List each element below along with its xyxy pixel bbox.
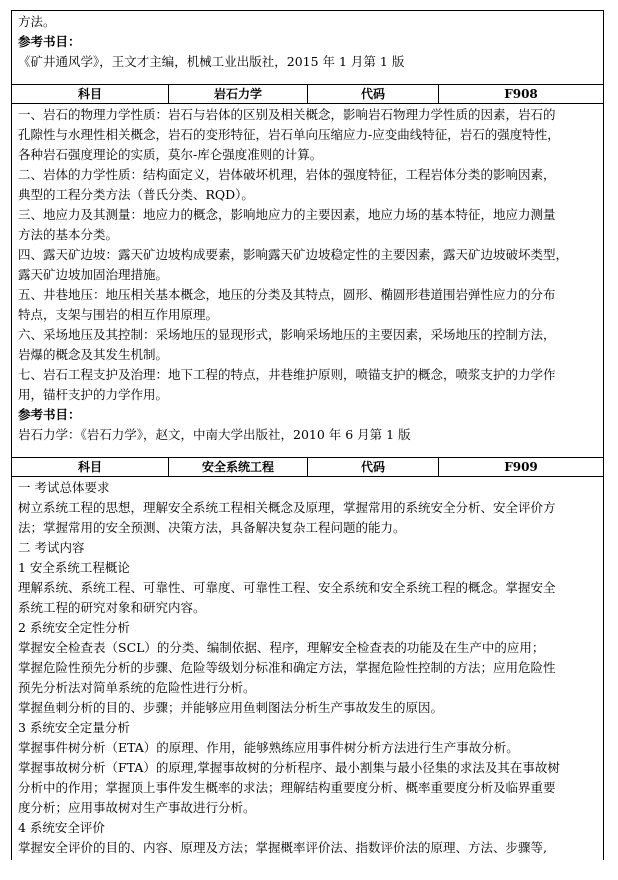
text-line: 4 系统安全评价 [18, 820, 105, 835]
text-line: 二 考试内容 [18, 540, 85, 555]
text-line: 度分析；应用事故树对生产事故进行分析。 [18, 800, 256, 815]
text-line: 各种岩石强度理论的实质，莫尔-库仑强度准则的计算。 [18, 147, 323, 162]
text-line: 1 安全系统工程概论 [18, 560, 130, 575]
text-line: 岩爆的概念及其发生机制。 [18, 347, 169, 362]
text-line: 掌握安全评价的目的、内容、原理及方法；掌握概率评价法、指数评价法的原理、方法、步骤等, [18, 840, 547, 855]
text-line: 3 系统安全定量分析 [18, 720, 130, 735]
text-line: 分析中的作用；掌握顶上事件发生概率的求法；理解结构重要度分析、概率重要度分析及临界重要 [18, 780, 556, 795]
text-line: 方法。 [18, 14, 56, 29]
text-line: 2 系统安全定性分析 [18, 620, 130, 635]
subject-label: 科目 [12, 458, 169, 476]
text-line: 七、岩石工程支护及治理：地下工程的特点，井巷维护原则，喷锚支护的概念，喷浆支护的力学作 [18, 367, 556, 382]
subject-name: 安全系统工程 [169, 458, 308, 476]
text-line: 三、地应力及其测量：地应力的概念，影响地应力的主要因素，地应力场的基本特征，地应力测量 [18, 207, 556, 222]
document-page [11, 10, 604, 860]
text-line: 露天矿边坡加固治理措施。 [18, 267, 169, 282]
text-line: 特点，支架与围岩的相互作用原理。 [18, 307, 219, 322]
text-line: 理解系统、系统工程、可靠性、可靠度、可靠性工程、安全系统和安全系统工程的概念。掌握安全 [18, 580, 556, 595]
text-line: 系统工程的研究对象和研究内容。 [18, 600, 206, 615]
f907-continuation [11, 10, 604, 74]
text-line: 四、露天矿边坡：露天矿边坡构成要素，影响露天矿边坡稳定性的主要因素，露天矿边坡破坏类型， [18, 247, 569, 262]
text-line: 掌握事故树分析（FTA）的原理,掌握事故树的分析程序、最小割集与最小径集的求法及其在事故树 [18, 760, 560, 775]
text-line: 掌握鱼刺分析的目的、步骤；并能够应用鱼刺图法分析生产事故发生的原因。 [18, 700, 444, 715]
f908-content [11, 104, 604, 447]
subject-name: 岩石力学 [169, 85, 308, 103]
text-line: 法；掌握常用的安全预测、决策方法，具备解决复杂工程问题的能力。 [18, 520, 406, 535]
reference-heading: 参考书目： [18, 407, 81, 422]
text-line: 典型的工程分类方法（普氏分类、RQD）。 [18, 187, 254, 202]
text-line: 二、岩体的力学性质：结构面定义，岩体破坏机理，岩体的强度特征，工程岩体分类的影响因素， [18, 167, 556, 182]
text-line: 掌握危险性预先分析的步骤、危险等级划分标准和确定方法，掌握危险性控制的方法；应用危险性 [18, 660, 556, 675]
subject-header-f909 [11, 458, 604, 477]
section-spacer [11, 74, 604, 85]
text-line: 一 考试总体要求 [18, 480, 110, 495]
code-value: F909 [504, 460, 538, 474]
text-line: 方法的基本分类。 [18, 227, 119, 242]
text-line: 掌握安全检查表（SCL）的分类、编制依据、程序，理解安全检查表的功能及在生产中的应用； [18, 640, 545, 655]
text-line: 掌握事件树分析（ETA）的原理、作用，能够熟练应用事件树分析方法进行生产事故分析。 [18, 740, 519, 755]
reference-heading: 参考书目： [18, 34, 81, 49]
subject-header-f908 [11, 85, 604, 104]
text-line: 一、岩石的物理力学性质：岩石与岩体的区别及相关概念，影响岩石物理力学性质的因素，岩石的 [18, 107, 556, 122]
reference-text: 《矿井通风学》，王文才主编，机械工业出版社，2015 年 1 月第 1 版 [18, 54, 405, 69]
f909-content [11, 477, 604, 860]
text-line: 孔隙性与水理性相关概念，岩石的变形特征，岩石单向压缩应力-应变曲线特征，岩石的强度特性， [18, 127, 560, 142]
text-line: 六、采场地压及其控制：采场地压的显现形式，影响采场地压的主要因素，采场地压的控制方法， [18, 327, 556, 342]
text-line: 预先分析法对简单系统的危险性进行分析。 [18, 680, 256, 695]
code-label: 代码 [308, 458, 439, 476]
subject-label: 科目 [12, 85, 169, 103]
text-line: 树立系统工程的思想，理解安全系统工程相关概念及原理，掌握常用的系统安全分析、安全评价方 [18, 500, 556, 515]
code-label: 代码 [308, 85, 439, 103]
text-line: 用，锚杆支护的力学作用。 [18, 387, 169, 402]
code-value: F908 [504, 87, 538, 101]
reference-text: 岩石力学：《岩石力学》，赵文，中南大学出版社，2010 年 6 月第 1 版 [18, 427, 411, 442]
section-spacer [11, 447, 604, 458]
text-line: 五、井巷地压：地压相关基本概念，地压的分类及其特点，圆形、椭圆形巷道围岩弹性应力的分布 [18, 287, 556, 302]
